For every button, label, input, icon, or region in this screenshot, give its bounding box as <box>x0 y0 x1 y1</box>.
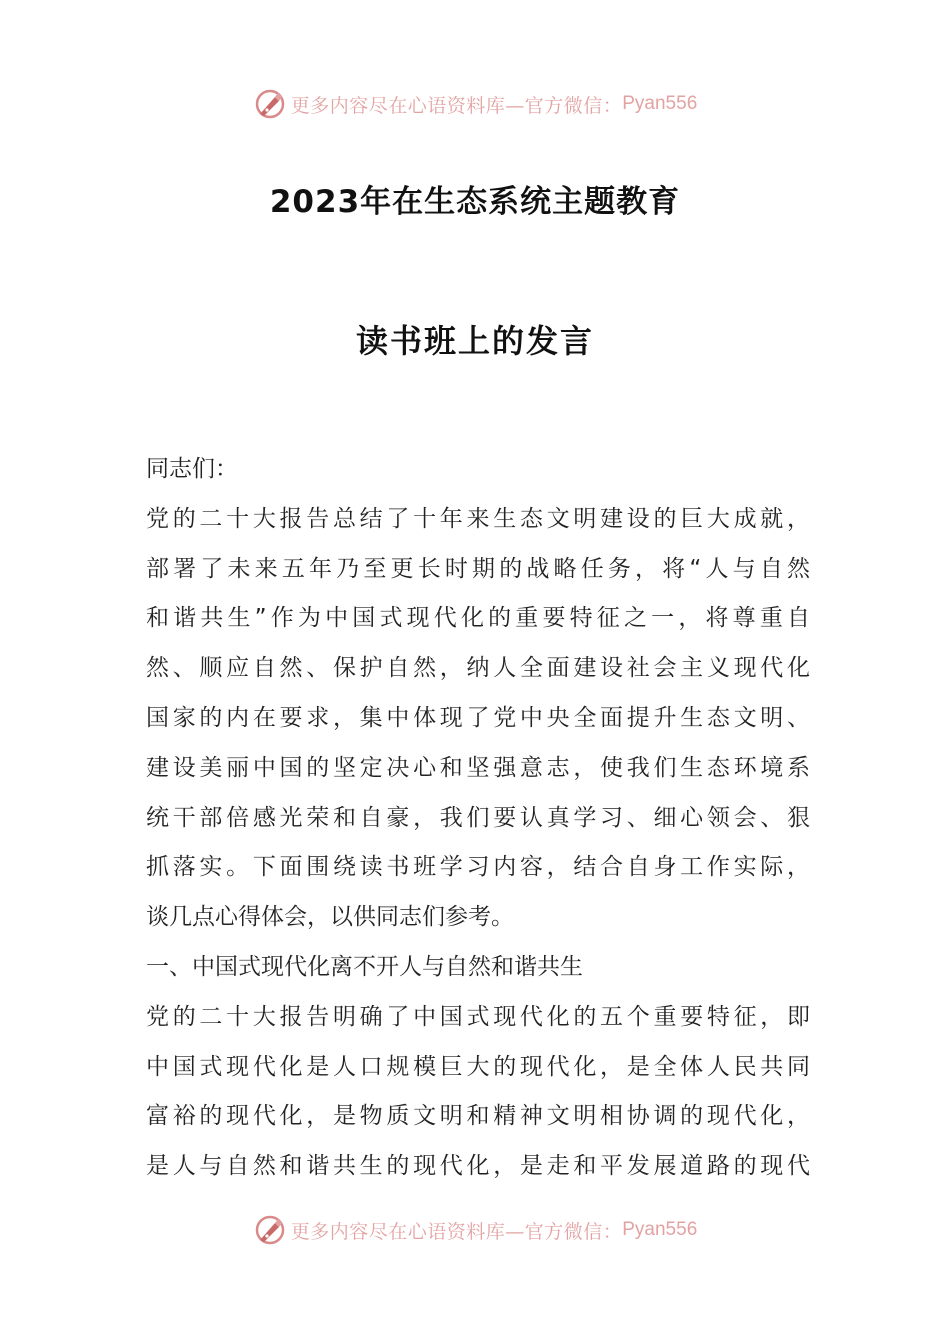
body-line: 部署了未来五年乃至更长时期的战略任务，将“人与自然 <box>146 555 810 582</box>
document-body <box>146 452 810 1199</box>
body-line: 建设美丽中国的坚定决心和坚强意志，使我们生态环境系 <box>146 754 810 781</box>
section-heading: 一、中国式现代化离不开人与自然和谐共生 <box>146 953 583 980</box>
document-title-line-2: 读书班上的发言 <box>355 322 594 360</box>
body-line: 富裕的现代化，是物质文明和精神文明相协调的现代化， <box>146 1103 810 1130</box>
body-line: 是人与自然和谐共生的现代化，是走和平发展道路的现代 <box>146 1153 810 1180</box>
body-line: 同志们： <box>146 456 238 482</box>
watermark-wechat-id: Pyan556 <box>622 93 698 114</box>
watermark-footer <box>0 1210 950 1250</box>
body-line: 谈几点心得体会，以供同志们参考。 <box>146 904 514 931</box>
body-line: 党的二十大报告明确了中国式现代化的五个重要特征，即 <box>146 1003 810 1030</box>
body-line: 国家的内在要求，集中体现了党中央全面提升生态文明、 <box>146 704 810 731</box>
document-title-line-1: 2023年在生态系统主题教育 <box>269 184 681 220</box>
body-line: 中国式现代化是人口规模巨大的现代化，是全体人民共同 <box>146 1053 810 1080</box>
watermark-header <box>0 84 950 124</box>
pen-nib-logo-icon <box>253 1213 287 1247</box>
body-line: 和谐共生”作为中国式现代化的重要特征之一，将尊重自 <box>146 605 810 632</box>
body-line: 统干部倍感光荣和自豪，我们要认真学习、细心领会、狠 <box>146 804 810 831</box>
watermark-wechat-id: Pyan556 <box>622 1219 698 1240</box>
body-line: 然、顺应自然、保护自然，纳人全面建设社会主义现代化 <box>146 655 810 682</box>
body-line: 党的二十大报告总结了十年来生态文明建设的巨大成就， <box>146 505 810 532</box>
watermark-text: 更多内容尽在心语资料库—官方微信： <box>290 94 623 117</box>
body-line: 抓落实。下面围绕读书班学习内容，结合自身工作实际， <box>146 854 810 881</box>
watermark-text: 更多内容尽在心语资料库—官方微信： <box>290 1220 623 1243</box>
pen-nib-logo-icon <box>253 87 287 121</box>
